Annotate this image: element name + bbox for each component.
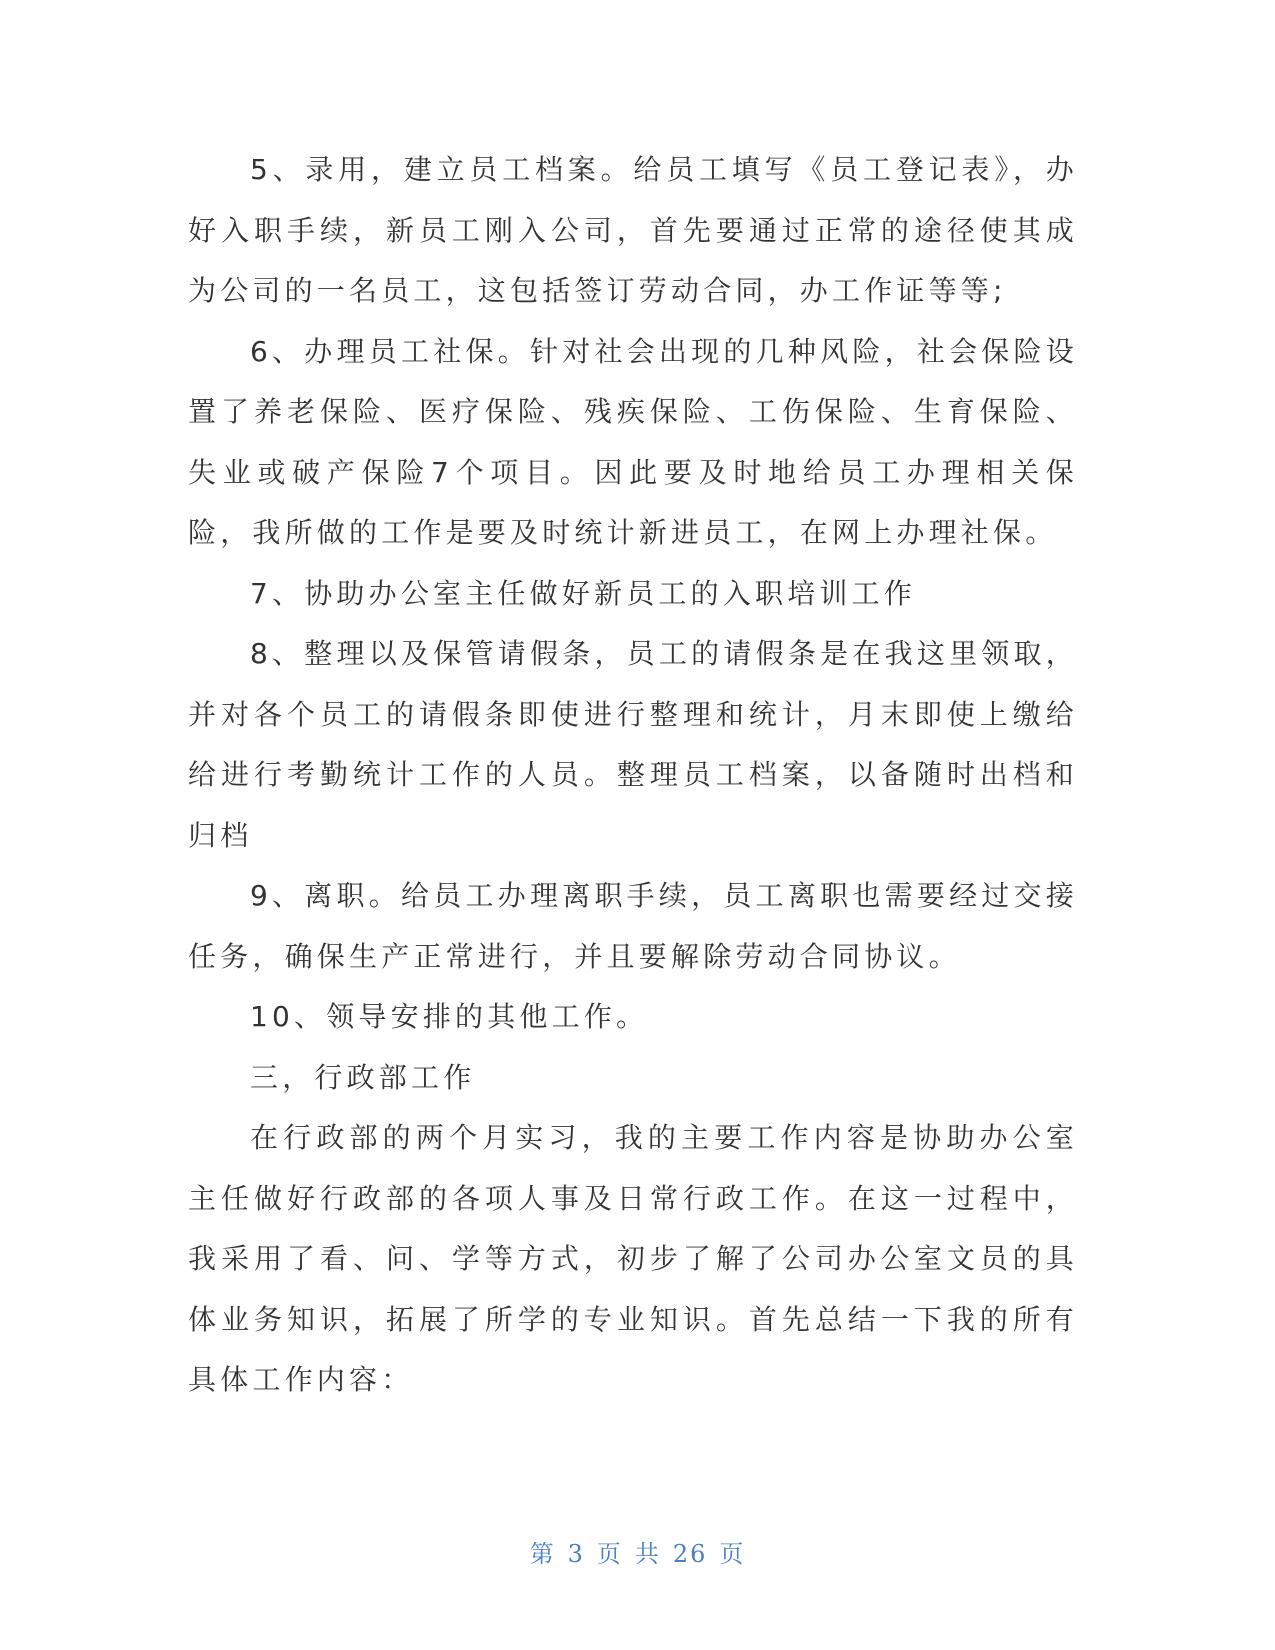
paragraph-item-7: 7、协助办公室主任做好新员工的入职培训工作 (250, 576, 917, 610)
paragraph-item-6: 6、办理员工社保。针对社会出现的几种风险，社会保险设置了养老保险、医疗保险、残疾保险、工伤保险、生育保险、失业或破产保险7个项目。因此要及时地给员工办理相关保险，我所做的工作是要及时统计新进员工，在网上办理社保。 (188, 334, 1078, 549)
paragraph-item-8: 8、整理以及保管请假条，员工的请假条是在我这里领取，并对各个员工的请假条即使进行整理和统计，月末即使上缴给给进行考勤统计工作的人员。整理员工档案，以备随时出档和归档 (188, 637, 1078, 852)
paragraph-item-5: 5、录用，建立员工档案。给员工填写《员工登记表》，办好入职手续，新员工刚入公司，首先要通过正常的途径使其成为公司的一名员工，这包括签订劳动合同，办工作证等等; (188, 153, 1078, 307)
footer-prefix: 第 (529, 1540, 556, 1568)
paragraph-administration-summary: 在行政部的两个月实习，我的主要工作内容是协助办公室主任做好行政部的各项人事及日常行政工作。在这一过程中，我采用了看、问、学等方式，初步了解了公司办公室文员的具体业务知识，拓展了所学的专业知识。首先总结一下我的所有具体工作内容： (188, 1121, 1078, 1396)
page-footer (0, 1534, 1275, 1569)
footer-total-pages: 26 (672, 1540, 708, 1568)
footer-page-word: 页 (596, 1540, 623, 1568)
paragraph-item-9: 9、离职。给员工办理离职手续，员工离职也需要经过交接任务，确保生产正常进行，并且要解除劳动合同协议。 (188, 879, 1078, 973)
footer-current-page: 3 (567, 1540, 585, 1568)
paragraph-item-10: 10、领导安排的其他工作。 (250, 1000, 649, 1033)
footer-suffix: 页 (719, 1540, 746, 1568)
document-body (188, 140, 1078, 1411)
section-heading-administration: 三，行政部工作 (250, 1060, 476, 1094)
footer-total-word: 共 (634, 1540, 661, 1568)
